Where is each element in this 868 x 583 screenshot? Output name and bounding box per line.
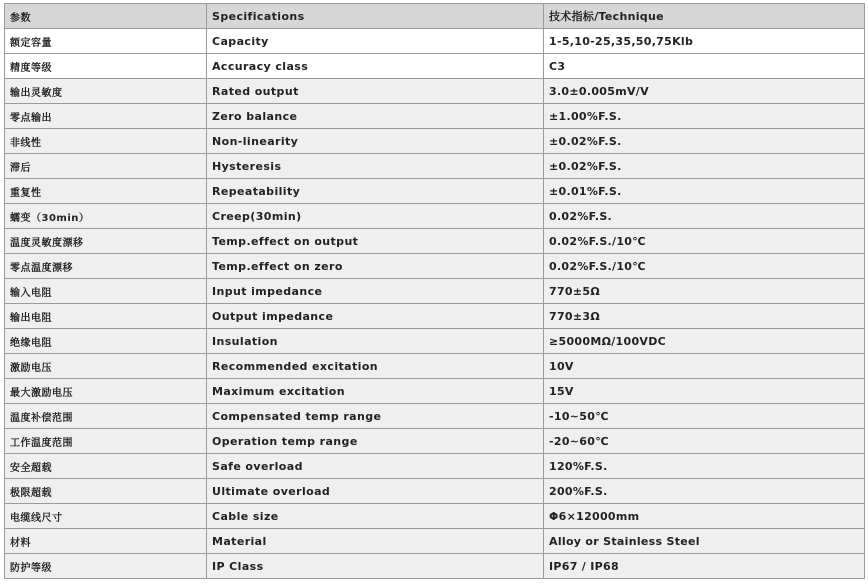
param-cell: 绝缘电阻	[5, 329, 207, 354]
header-technique: 技术指标/Technique	[544, 4, 865, 29]
spec-cell: Rated output	[207, 79, 544, 104]
tech-cell: ≥5000MΩ/100VDC	[544, 329, 865, 354]
spec-cell: Maximum excitation	[207, 379, 544, 404]
table-row	[5, 154, 865, 179]
table-row	[5, 379, 865, 404]
table-row	[5, 454, 865, 479]
tech-cell: 200%F.S.	[544, 479, 865, 504]
tech-cell: 15V	[544, 379, 865, 404]
tech-cell: 10V	[544, 354, 865, 379]
table-row	[5, 229, 865, 254]
spec-cell: Creep(30min)	[207, 204, 544, 229]
tech-cell: Φ6×12000mm	[544, 504, 865, 529]
param-cell: 激励电压	[5, 354, 207, 379]
tech-cell: -20~60℃	[544, 429, 865, 454]
table-row	[5, 429, 865, 454]
tech-cell: ±0.01%F.S.	[544, 179, 865, 204]
tech-cell: C3	[544, 54, 865, 79]
param-cell: 输出灵敏度	[5, 79, 207, 104]
spec-cell: IP Class	[207, 554, 544, 579]
param-cell: 输出电阻	[5, 304, 207, 329]
param-cell: 极限超载	[5, 479, 207, 504]
table-row	[5, 479, 865, 504]
table-header-row	[5, 4, 865, 29]
tech-cell: 0.02%F.S.	[544, 204, 865, 229]
param-cell: 零点输出	[5, 104, 207, 129]
tech-cell: ±0.02%F.S.	[544, 154, 865, 179]
table-row	[5, 404, 865, 429]
spec-cell: Non-linearity	[207, 129, 544, 154]
header-specifications: Specifications	[207, 4, 544, 29]
param-cell: 材料	[5, 529, 207, 554]
table-row	[5, 179, 865, 204]
spec-cell: Temp.effect on zero	[207, 254, 544, 279]
param-cell: 电缆线尺寸	[5, 504, 207, 529]
table-row	[5, 204, 865, 229]
spec-cell: Operation temp range	[207, 429, 544, 454]
tech-cell: 770±3Ω	[544, 304, 865, 329]
spec-cell: Material	[207, 529, 544, 554]
tech-cell: ±1.00%F.S.	[544, 104, 865, 129]
param-cell: 最大激励电压	[5, 379, 207, 404]
table-row	[5, 79, 865, 104]
tech-cell: 1-5,10-25,35,50,75Klb	[544, 29, 865, 54]
spec-cell: Zero balance	[207, 104, 544, 129]
param-cell: 滞后	[5, 154, 207, 179]
tech-cell: 770±5Ω	[544, 279, 865, 304]
param-cell: 额定容量	[5, 29, 207, 54]
tech-cell: -10~50℃	[544, 404, 865, 429]
param-cell: 防护等级	[5, 554, 207, 579]
param-cell: 工作温度范围	[5, 429, 207, 454]
param-cell: 非线性	[5, 129, 207, 154]
param-cell: 精度等级	[5, 54, 207, 79]
table-row	[5, 254, 865, 279]
spec-cell: Accuracy class	[207, 54, 544, 79]
spec-cell: Output impedance	[207, 304, 544, 329]
param-cell: 输入电阻	[5, 279, 207, 304]
spec-cell: Temp.effect on output	[207, 229, 544, 254]
spec-table	[4, 3, 865, 579]
tech-cell: 3.0±0.005mV/V	[544, 79, 865, 104]
table-row	[5, 129, 865, 154]
table-row	[5, 29, 865, 54]
spec-cell: Cable size	[207, 504, 544, 529]
param-cell: 蠕变（30min）	[5, 204, 207, 229]
table-row	[5, 304, 865, 329]
spec-cell: Compensated temp range	[207, 404, 544, 429]
spec-cell: Safe overload	[207, 454, 544, 479]
tech-cell: 120%F.S.	[544, 454, 865, 479]
table-row	[5, 54, 865, 79]
spec-cell: Insulation	[207, 329, 544, 354]
table-row	[5, 279, 865, 304]
tech-cell: Alloy or Stainless Steel	[544, 529, 865, 554]
spec-cell: Hysteresis	[207, 154, 544, 179]
param-cell: 零点温度漂移	[5, 254, 207, 279]
tech-cell: 0.02%F.S./10℃	[544, 254, 865, 279]
table-row	[5, 354, 865, 379]
tech-cell: ±0.02%F.S.	[544, 129, 865, 154]
param-cell: 安全超载	[5, 454, 207, 479]
table-row	[5, 529, 865, 554]
param-cell: 温度补偿范围	[5, 404, 207, 429]
spec-cell: Ultimate overload	[207, 479, 544, 504]
table-row	[5, 329, 865, 354]
spec-table-body	[5, 4, 865, 579]
spec-cell: Repeatability	[207, 179, 544, 204]
spec-cell: Input impedance	[207, 279, 544, 304]
tech-cell: 0.02%F.S./10℃	[544, 229, 865, 254]
header-param: 参数	[5, 4, 207, 29]
param-cell: 温度灵敏度漂移	[5, 229, 207, 254]
table-row	[5, 104, 865, 129]
spec-cell: Capacity	[207, 29, 544, 54]
spec-cell: Recommended excitation	[207, 354, 544, 379]
table-row	[5, 554, 865, 579]
table-row	[5, 504, 865, 529]
param-cell: 重复性	[5, 179, 207, 204]
tech-cell: IP67 / IP68	[544, 554, 865, 579]
